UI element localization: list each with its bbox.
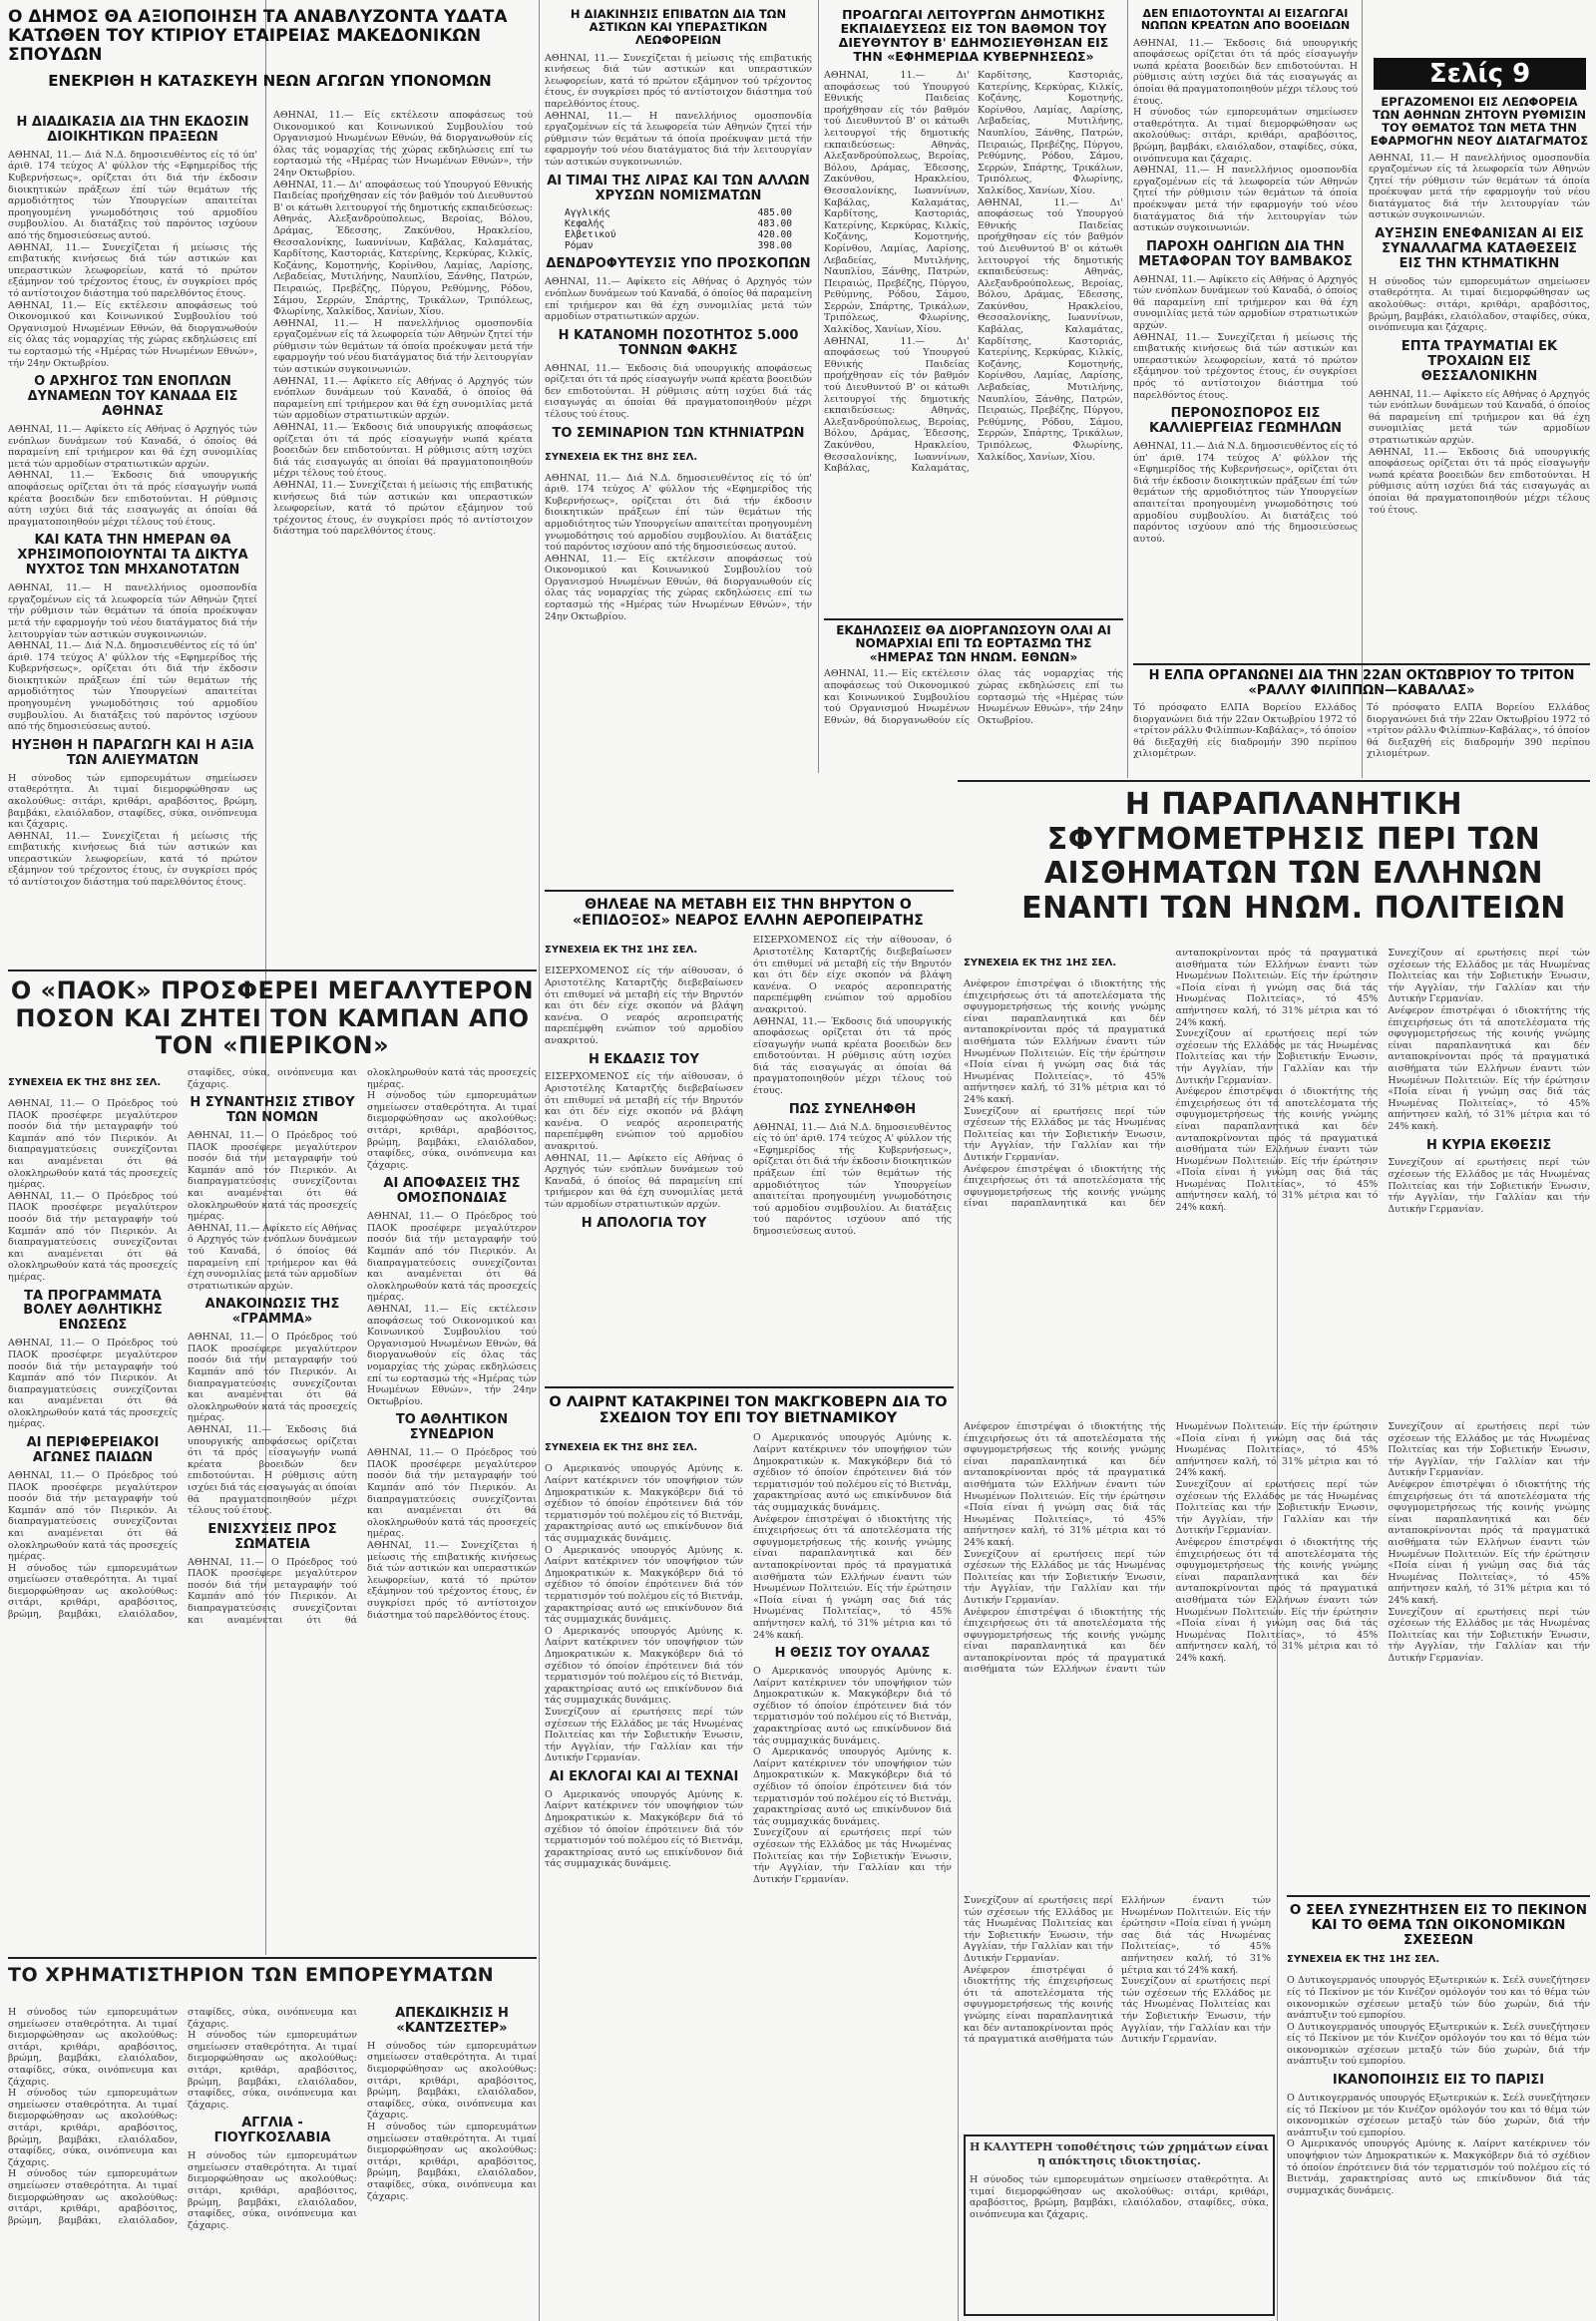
article-text: ΑΘΗΝΑΙ, 11.— Έκδοσις διά υπουργικής αποφάσεως ορίζεται ότι τά πρός είσαγωγήν νωπά κρέατα βοοειδών δεν επιδοτούνται. Η ρύθμισις αύτη ισχύει διά τάς εισαγωγάς αι όποίαι θά πραγματοποιηθούν μέχρι τέλους τού έτους. xyxy=(273,422,533,480)
divider xyxy=(545,1386,954,1388)
article-text: Συνεχίζουν αί ερωτήσεις περί τών σχέσεων τής Ελλάδος με τάς Ηνωμένας Πολιτείας και τήν Σοβιετικήν Ένωσιν, τήν Αγγλίαν, τήν Γαλλίαν και τήν Δυτικήν Γερμανίαν. xyxy=(1388,1606,1590,1664)
article-text: ΑΘΗΝΑΙ, 11.— Έκδοσις διά υπουργικής αποφάσεως ορίζεται ότι τά πρός είσαγωγήν νωπά κρέατα βοοειδών δεν επιδοτούνται. Η ρύθμισις αύτη ισχύει διά τάς εισαγωγάς αι όποίαι θά πραγματοποιηθούν μέχρι τέλους τού έτους. xyxy=(753,1015,952,1097)
article-text: ΑΘΗΝΑΙ, 11.— Διά Ν.Δ. δημοσιευθέντος είς τό ύπ' άριθ. 174 τεύχος Α' φύλλον τής «Εφημερίδος τής Κυβερνήσεως», ορίζεται ότι διά τήν έκδοσιν διοικητικών πράξεων έπί τών θεμάτων τής αρμοδιότητος τών Υπουργείων απαιτείται προηγουμένη γνωμοδότησις τού αρμοδίου συμβουλίου. Αι διατάξεις τού παρόντος ισχύουν από τής δημοσιεύσεως αυτού. xyxy=(8,149,257,242)
article-text: ΑΘΗΝΑΙ, 11.— Αφίκετο είς Αθήνας ό Αρχηγός τών ενόπλων δυνάμεων τού Καναδά, ό όποίος θά παραμείνη επί τριήμερον και θά έχη συνομιλίας μετά τών αρμοδίων στρατιωτικών αρχών. xyxy=(188,1222,357,1292)
divider xyxy=(1133,663,1590,665)
article-text: Ανέφερον έπιστρέψαι ό ιδιοκτήτης τής έπιχειρήσεως ότι τά αποτελέσματα τής σφυγμομετρήσεως τής κοινής γνώμης είναι παραπλανητικά και δέν ανταποκρίνονται πρός τά πραγματικά αισθήματα τών Ελλήνων έναντι τών Ηνωμένων Πολιτειών. Είς τήν έρώτησιν «Ποία είναι ή γνώμη σας διά τάς Ηνωμένας Πολιτείας», τό 45% απήντησεν καλή, τό 31% μέτρια και τό 24% κακή. xyxy=(964,978,1166,1105)
section-heading: ΑΙ ΕΚΛΟΓΑΙ ΚΑΙ ΑΙ ΤΕΧΝΑΙ xyxy=(549,1768,739,1784)
article-text: Συνεχίζουν αί ερωτήσεις περί τών σχέσεων τής Ελλάδος με τάς Ηνωμένας Πολιτείας και τήν Σοβιετικήν Ένωσιν, τήν Αγγλίαν, τήν Γαλλίαν και τήν Δυτικήν Γερμανίαν. xyxy=(1388,1157,1590,1215)
column-rule xyxy=(1127,0,1128,778)
section-heading: ΚΑΙ ΚΑΤΑ ΤΗΝ ΗΜΕΡΑΝ ΘΑ ΧΡΗΣΙΜΟΠΟΙΟΥΝΤΑΙ ΤΑ ΔΙΚΤΥΑ ΝΥΧΤΟΣ ΤΩΝ ΜΗΧΑΝΟΤΑΤΩΝ xyxy=(17,533,248,579)
article-text: ΑΘΗΝΑΙ, 11.— Η πανελλήνιος ομοσπονδία εργαζομένων είς τά λεωφορεία τών Αθηνών ζητεί τήν ρύθμισιν τών θεμάτων τά όποία προέκυψαν μετά τήν εφαρμογήν τού νέου διατάγματος διά τήν λειτουργίαν τών αστικών συγκοινωνιών. xyxy=(1133,165,1358,234)
section-heading: Η ΘΕΣΙΣ ΤΟΥ ΟΥΑΛΑΣ xyxy=(774,1646,931,1662)
article-text: ΑΘΗΝΑΙ, 11.— Συνεχίζεται ή μείωσις τής επιβατικής κινήσεως διά τών αστικών και υπεραστικών λεωφορείων, κατά τό πρώτον εξάμηνον τού τρέχοντος έτους, έν συγκρίσει πρός τό αντίστοιχον διάστημα τού παρελθόντος έτους. xyxy=(8,241,257,299)
article-text: ΑΘΗΝΑΙ, 11.— Αφίκετο είς Αθήνας ό Αρχηγός τών ενόπλων δυνάμεων τού Καναδά, ό όποίος θά παραμείνη επί τριήμερον και θά έχη συνομιλίας μετά τών αρμοδίων στρατιωτικών αρχών. xyxy=(1133,273,1358,331)
table-row: Ρόμαν 398.00 xyxy=(565,240,792,252)
article-text: ΑΘΗΝΑΙ, 11.— Ο Πρόεδρος τού ΠΑΟΚ προσέφερε μεγαλύτερον ποσόν διά τήν μεταγραφήν τού Καμπάν από τόν Πιερικόν. Αι διαπραγματεύσεις συνεχίζονται και αναμένεται ότι θά ολοκληρωθούν κατά τάς προσεχείς ημέρας. xyxy=(8,1190,178,1283)
section-heading: ΑΓΓΛΙΑ - ΓΙΟΥΓΚΟΣΛΑΒΙΑ xyxy=(213,2116,331,2146)
article-text: Συνεχίζουν αί ερωτήσεις περί τών σχέσεων τής Ελλάδος με τάς Ηνωμένας Πολιτείας και τήν Σοβιετικήν Ένωσιν, τήν Αγγλίαν, τήν Γαλλίαν και τήν Δυτικήν Γερμανίαν. xyxy=(964,1548,1166,1606)
article-text: ΑΘΗΝΑΙ, 11.— Έκδοσις διά υπουργικής αποφάσεως ορίζεται ότι τά πρός είσαγωγήν νωπά κρέατα βοοειδών δεν επιδοτούνται. Η ρύθμισις αύτη ισχύει διά τάς εισαγωγάς αι όποίαι θά πραγματοποιηθούν μέχρι τέλους τού έτους. xyxy=(1369,446,1590,516)
article-text: Συνεχίζουν αί ερωτήσεις περί τών σχέσεων τής Ελλάδος με τάς Ηνωμένας Πολιτείας και τήν Σοβιετικήν Ένωσιν, τήν Αγγλίαν, τήν Γαλλίαν και τήν Δυτικήν Γερμανίαν. xyxy=(964,1105,1166,1163)
article-text: Ο Δυτικογερμανός υπουργός Εξωτερικών κ. Σεέλ συνεζήτησεν είς τό Πεκίνον με τόν Κινέζον ομόλογόν του και τό θέμα τών οικονομικών σχέσεων μεταξύ τών δύο χωρών, διά τήν ανάπτυξιν τού εμπορίου. xyxy=(1287,1975,1590,2022)
continuation-note: ΣΥΝΕΧΕΙΑ ΕΚ ΤΗΣ 1ΗΣ ΣΕΛ. xyxy=(545,945,698,957)
article-text: ΕΙΣΕΡΧΟΜΕΝΟΣ είς τήν αίθουσαν, ό Αριστοτέλης Καταρτζής διεβεβαίωσεν ότι επιθυμεί νά μεταβή είς τήν Βηρυτόν και ότι δέν είχε σκοπόν νά βλάψη κανένα. Ο νεαρός αεροπειρατής παρεπέμφθη ενώπιον τού αρμοδίου ανακριτού. xyxy=(545,1071,743,1152)
continuation-note: ΣΥΝΕΧΕΙΑ ΕΚ ΤΗΣ 1ΗΣ ΣΕΛ. xyxy=(964,958,1117,968)
article-text: Συνεχίζουν αί ερωτήσεις περί τών σχέσεων τής Ελλάδος με τάς Ηνωμένας Πολιτείας και τήν Σοβιετικήν Ένωσιν, τήν Αγγλίαν, τήν Γαλλίαν και τήν Δυτικήν Γερμανίαν. xyxy=(1388,1421,1590,1479)
article-text: Τό πρόσφατο ΕΛΠΑ Βορείου Ελλάδος διοργανώνει διά τήν 22αν Οκτωβρίου 1972 τό «τρίτον ράλλυ Φιλίππων-Καβάλας», τό όποίον θά διεξαχθή είς διαδρομήν 390 περίπου χιλιομέτρων. xyxy=(1133,702,1357,760)
article-text: ΑΘΗΝΑΙ, 11.— Έκδοσις διά υπουργικής αποφάσεως ορίζεται ότι τά πρός είσαγωγήν νωπά κρέατα βοοειδών δεν επιδοτούνται. Η ρύθμισις αύτη ισχύει διά τάς εισαγωγάς αι όποίαι θά πραγματοποιηθούν μέχρι τέλους τού έτους. xyxy=(8,470,257,528)
article-text: Ανέφερον έπιστρέψαι ό ιδιοκτήτης τής έπιχειρήσεως ότι τά αποτελέσματα τής σφυγμομετρήσεως τής κοινής γνώμης είναι παραπλανητικά και δέν ανταποκρίνονται πρός τά πραγματικά αισθήματα τών Ελλήνων έναντι τών Ηνωμένων Πολιτειών. Είς τήν έρώτησιν «Ποία είναι ή γνώμη σας διά τάς Ηνωμένας Πολιτείας», τό 45% απήντησεν καλή, τό 31% μέτρια και τό 24% κακή. xyxy=(964,1421,1379,1676)
continuation-note: ΣΥΝΕΧΕΙΑ ΕΚ ΤΗΣ 8ΗΣ ΣΕΛ. xyxy=(545,451,698,463)
subheadline: ΕΝΕΚΡΙΘΗ Η ΚΑΤΑΣΚΕΥΗ ΝΕΩΝ ΑΓΩΓΩΝ ΥΠΟΝΟΜΩΝ xyxy=(48,72,492,91)
article-un-day xyxy=(824,618,1123,768)
article-text: Ο Δυτικογερμανός υπουργός Εξωτερικών κ. Σεέλ συνεζήτησεν είς τό Πεκίνον με τόν Κινέζον ομόλογόν του και τό θέμα τών οικονομικών σχέσεων μεταξύ τών δύο χωρών, διά τήν ανάπτυξιν τού εμπορίου. xyxy=(1287,2093,1590,2138)
article-teacher-promotions xyxy=(824,8,1123,616)
article-poll-continued xyxy=(964,1421,1590,1890)
article-text: Συνεχίζουν αί ερωτήσεις περί τών σχέσεων τής Ελλάδος με τάς Ηνωμένας Πολιτείας και τήν Σοβιετικήν Ένωσιν, τήν Αγγλίαν, τήν Γαλλίαν και τήν Δυτικήν Γερμανίαν. xyxy=(1121,1976,1271,2046)
article-text: ΑΘΗΝΑΙ, 11.— Δι' αποφάσεως τού Υπουργού Εθνικής Παιδείας προήχθησαν είς τόν βαθμόν τού Διευθυντού Β' οι κάτωθι λειτουργοί τής δημοτικής εκπαιδεύσεως: Αθηνάς, Αλεξανδρούπολεως, Βεροίας, Βόλου, Δράμας, Έδεσσης, Ζακύνθου, Ηρακλείου, Θεσσαλονίκης, Ιωαννίνων, Καβάλας, Καλαμάτας, Καρδίτσης, Καστοριάς, Κατερίνης, Κερκύρας, Κιλκίς, Κοζάνης, Κομοτηνής, Κορίνθου, Λαμίας, Λαρίσης, Λεβαδείας, Μυτιλήνης, Ναυπλίου, Ξάνθης, Πατρών, Πειραιώς, Πρεβέζης, Πύργου, Ρεθύμνης, Ρόδου, Σάμου, Σερρών, Σπάρτης, Τρικάλων, Τριπόλεως, Φλωρίνης, Χαλκίδος, Χανίων, Χίου. xyxy=(824,70,970,336)
article-text: ΑΘΗΝΑΙ, 11.— Ο Πρόεδρος τού ΠΑΟΚ προσέφερε μεγαλύτερον ποσόν διά τήν μεταγραφήν τού Καμπάν από τόν Πιερικόν. Αι διαπραγματεύσεις συνεχίζονται και αναμένεται ότι θά ολοκληρωθούν κατά τάς προσεχείς ημέρας. xyxy=(8,1469,178,1563)
section-heading: Η ΣΥΝΑΝΤΗΣΙΣ ΣΤΙΒΟΥ ΤΩΝ ΝΟΜΩΝ xyxy=(190,1095,355,1126)
headline: Η ΕΛΠΑ ΟΡΓΑΝΩΝΕΙ ΔΙΑ ΤΗΝ 22ΑΝ ΟΚΤΩΒΡΙΟΥ ΤΟ ΤΡΙΤΟΝ «ΡΑΛΛΥ ΦΙΛΙΠΠΩΝ—ΚΑΒΑΛΑΣ» xyxy=(1148,668,1575,698)
divider xyxy=(1287,1895,1590,1897)
article-text: ΑΘΗΝΑΙ, 11.— Είς εκτέλεσιν αποφάσεως τού Οικονομικού και Κοινωνικού Συμβουλίου τού Οργανισμού Ηνωμένων Εθνών, θά διοργανωθούν είς όλας τάς νομαρχίας τής χώρας εκδηλώσεις επί τω εορτασμώ τής «Ημέρας τών Ηνωμένων Εθνών», τήν 24ην Οκτωβρίου. xyxy=(367,1303,537,1407)
notice-text: Η ΚΑΛΥΤΕΡΗ τοποθέτησις τών χρημάτων είναι η απόκτησις ιδιοκτησίας. xyxy=(970,2140,1269,2167)
headline: ΤΟ ΧΡΗΜΑΤΙΣΤΗΡΙΟΝ ΤΩΝ ΕΜΠΟΡΕΥΜΑΤΩΝ xyxy=(8,1965,495,1986)
article-bus-workers xyxy=(1369,96,1590,654)
article-columns xyxy=(545,935,952,1237)
headline: Ο ΣΕΕΛ ΣΥΝΕΖΗΤΗΣΕΝ ΕΙΣ ΤΟ ΠΕΚΙΝΟΝ ΚΑΙ ΤΟ ΘΕΜΑ ΤΩΝ ΟΙΚΟΝΟΜΙΚΩΝ ΣΧΕΣΕΩΝ xyxy=(1289,1903,1588,1949)
article-text: ΑΘΗΝΑΙ, 11.— Αφίκετο είς Αθήνας ό Αρχηγός τών ενόπλων δυνάμεων τού Καναδά, ό όποίος θά παραμείνη επί τριήμερον και θά έχη συνομιλίας μετά τών αρμοδίων στρατιωτικών αρχών. xyxy=(545,1152,743,1210)
section-heading: ΑΙ ΑΠΟΦΑΣΕΙΣ ΤΗΣ ΟΜΟΣΠΟΝΔΙΑΣ xyxy=(383,1176,521,1207)
article-text: Ο Αμερικανός υπουργός Αμύνης κ. Λαίρντ κατέκρινεν τόν υποψήφιον τών Δημοκρατικών κ. Μακγκόβερν διά τό σχέδιον τό όποίον έπρότεινεν διά τόν τερματισμόν τού πολέμου είς τό Βιετνάμ, χαρακτηρίσας αυτό ως επικίνδυνον διά τάς συμμαχικάς δυνάμεις. xyxy=(1287,2138,1590,2196)
article-text: Συνεχίζουν αί ερωτήσεις περί τών σχέσεων τής Ελλάδος με τάς Ηνωμένας Πολιτείας και τήν Σοβιετικήν Ένωσιν, τήν Αγγλίαν, τήν Γαλλίαν και τήν Δυτικήν Γερμανίαν. xyxy=(753,1827,952,1885)
article-text: Συνεχίζουν αί ερωτήσεις περί τών σχέσεων τής Ελλάδος με τάς Ηνωμένας Πολιτείας και τήν Σοβιετικήν Ένωσιν, τήν Αγγλίαν, τήν Γαλλίαν και τήν Δυτικήν Γερμανίαν. xyxy=(1388,948,1590,1005)
article-text: ΑΘΗΝΑΙ, 11.— Αφίκετο είς Αθήνας ό Αρχηγός τών ενόπλων δυνάμεων τού Καναδά, ό όποίος θά παραμείνη επί τριήμερον και θά έχη συνομιλίας μετά τών αρμοδίων στρατιωτικών αρχών. xyxy=(545,276,812,323)
continuation-note: ΣΥΝΕΧΕΙΑ ΕΚ ΤΗΣ 8ΗΣ ΣΕΛ. xyxy=(8,1077,162,1088)
article-text: Ο Αμερικανός υπουργός Αμύνης κ. Λαίρντ κατέκρινεν τόν υποψήφιον τών Δημοκρατικών κ. Μακγκόβερν διά τό σχέδιον τό όποίον έπρότεινεν διά τόν τερματισμόν τού πολέμου είς τό Βιετνάμ, χαρακτηρίσας αυτό ως επικίνδυνον διά τάς συμμαχικάς δυνάμεις. xyxy=(545,1625,743,1707)
article-scheel xyxy=(1287,1903,1590,2317)
article-poll-body xyxy=(964,948,1590,1416)
article-text: ΑΘΗΝΑΙ, 11.— Διά Ν.Δ. δημοσιευθέντος είς τό ύπ' άριθ. 174 τεύχος Α' φύλλον τής «Εφημερίδος τής Κυβερνήσεως», ορίζεται ότι διά τήν έκδοσιν διοικητικών πράξεων έπί τών θεμάτων τής αρμοδιότητος τών Υπουργείων απαιτείται προηγουμένη γνωμοδότησις τού αρμοδίου συμβουλίου. Αι διατάξεις τού παρόντος ισχύουν από τής δημοσιεύσεως αυτού. xyxy=(1133,441,1358,545)
article-text: ΑΘΗΝΑΙ, 11.— Ο Πρόεδρος τού ΠΑΟΚ προσέφερε μεγαλύτερον ποσόν διά τήν μεταγραφήν τού Καμπάν από τόν Πιερικόν. Αι διαπραγματεύσεις συνεχίζονται και αναμένεται ότι θά ολοκληρωθούν κατά τάς προσεχείς ημέρας. xyxy=(188,1130,357,1223)
article-text: ΑΘΗΝΑΙ, 11.— Δι' αποφάσεως τού Υπουργού Εθνικής Παιδείας προήχθησαν είς τόν βαθμόν τού Διευθυντού Β' οι κάτωθι λειτουργοί τής δημοτικής εκπαιδεύσεως: Αθηνάς, Αλεξανδρούπολεως, Βεροίας, Βόλου, Δράμας, Έδεσσης, Ζακύνθου, Ηρακλείου, Θεσσαλονίκης, Ιωαννίνων, Καβάλας, Καλαμάτας, Καρδίτσης, Καστοριάς, Κατερίνης, Κερκύρας, Κιλκίς, Κοζάνης, Κομοτηνής, Κορίνθου, Λαμίας, Λαρίσης, Λεβαδείας, Μυτιλήνης, Ναυπλίου, Ξάνθης, Πατρών, Πειραιώς, Πρεβέζης, Πύργου, Ρεθύμνης, Ρόδου, Σάμου, Σερρών, Σπάρτης, Τρικάλων, Τριπόλεως, Φλωρίνης, Χαλκίδος, Χανίων, Χίου. xyxy=(978,196,1123,463)
article-text: Ο Αμερικανός υπουργός Αμύνης κ. Λαίρντ κατέκρινεν τόν υποψήφιον τών Δημοκρατικών κ. Μακγκόβερν διά τό σχέδιον τό όποίον έπρότεινεν διά τόν τερματισμόν τού πολέμου είς τό Βιετνάμ, χαρακτηρίσας αυτό ως επικίνδυνον διά τάς συμμαχικάς δυνάμεις. xyxy=(545,1463,743,1545)
column-rule xyxy=(958,1037,959,2321)
article-text: ΑΘΗΝΑΙ, 11.— Έκδοσις διά υπουργικής αποφάσεως ορίζεται ότι τά πρός είσαγωγήν νωπά κρέατα βοοειδών δεν επιδοτούνται. Η ρύθμισις αύτη ισχύει διά τάς εισαγωγάς αι όποίαι θά πραγματοποιηθούν μέχρι τέλους τού έτους. xyxy=(545,362,812,420)
article-text: Η σύνοδος τών εμπορευμάτων σημείωσεν σταθερότητα. Αι τιμαί διεμορφώθησαν ως ακολούθως: σιτάρι, κριθάρι, αραβόσιτος, βρώμη, βαμβάκι, ελαιόλαδον, σταφίδες, σύκα, οινόπνευμα και ζάχαρις. xyxy=(367,2040,537,2122)
section-heading: ΠΕΡΟΝΟΣΠΟΡΟΣ ΕΙΣ ΚΑΛΛΙΕΡΓΕΙΑΣ ΓΕΩΜΗΛΩΝ xyxy=(1149,406,1342,437)
article-commodities-body xyxy=(8,2007,537,2317)
article-text: ΑΘΗΝΑΙ, 11.— Ο Πρόεδρος τού ΠΑΟΚ προσέφερε μεγαλύτερον ποσόν διά τήν μεταγραφήν τού Καμπάν από τόν Πιερικόν. Αι διαπραγματεύσεις συνεχίζονται και αναμένεται ότι θά ολοκληρωθούν κατά τάς προσεχείς ημέρας. xyxy=(8,1338,178,1430)
section-heading: ΑΥΞΗΣΙΝ ΕΝΕΦΑΝΙΣΑΝ ΑΙ ΕΙΣ ΣΥΝΑΛΛΑΓΜΑ ΚΑΤΑΘΕΣΕΙΣ ΕΙΣ ΤΗΝ ΚΤΗΜΑΤΙΚΗΝ xyxy=(1375,226,1584,271)
continuation-note: ΣΥΝΕΧΕΙΑ ΕΚ ΤΗΣ 1ΗΣ ΣΕΛ. xyxy=(1287,1954,1440,1966)
continuation-note: ΣΥΝΕΧΕΙΑ ΕΚ ΤΗΣ 8ΗΣ ΣΕΛ. xyxy=(545,1442,698,1454)
article-text: Η σύνοδος τών εμπορευμάτων σημείωσεν σταθερότητα. Αι τιμαί διεμορφώθησαν ως ακολούθως: σιτάρι, κριθάρι, αραβόσιτος, βρώμη, βαμβάκι, ελαιόλαδον, σταφίδες, σύκα, οινόπνευμα και ζάχαρις. xyxy=(8,1067,357,1621)
section-heading: ΠΑΡΟΧΗ ΟΔΗΓΙΩΝ ΔΙΑ ΤΗΝ ΜΕΤΑΦΟΡΑΝ ΤΟΥ ΒΑΜΒΑΚΟΣ xyxy=(1138,238,1353,269)
article-text: Η σύνοδος τών εμπορευμάτων σημείωσεν σταθερότητα. Αι τιμαί διεμορφώθησαν ως ακολούθως: σιτάρι, κριθάρι, αραβόσιτος, βρώμη, βαμβάκι, ελαιόλαδον, σταφίδες, σύκα, οινόπνευμα και ζάχαρις. xyxy=(8,772,257,831)
section-heading: ΤΑ ΠΡΟΓΡΑΜΜΑΤΑ ΒΟΛΕΥ ΑΘΛΗΤΙΚΗΣ ΕΝΩΣΕΩΣ xyxy=(23,1288,163,1334)
real-estate-notice-box xyxy=(964,2134,1275,2316)
article-columns xyxy=(8,1067,537,1626)
section-heading: Η ΑΠΟΛΟΓΙΑ ΤΟΥ xyxy=(581,1215,707,1231)
section-heading: ΑΙ ΠΕΡΙΦΕΡΕΙΑΚΟΙ ΑΓΩΝΕΣ ΠΑΙΔΩΝ xyxy=(26,1435,160,1465)
article-text: Η σύνοδος τών εμπορευμάτων σημείωσεν σταθερότητα. Αι τιμαί διεμορφώθησαν ως ακολούθως: σιτάρι, κριθάρι, αραβόσιτος, βρώμη, βαμβάκι, ελαιόλαδον, σταφίδες, σύκα, οινόπνευμα και ζάχαρις. xyxy=(188,2150,357,2231)
article-text: ΕΙΣΕΡΧΟΜΕΝΟΣ είς τήν αίθουσαν, ό Αριστοτέλης Καταρτζής διεβεβαίωσεν ότι επιθυμεί νά μεταβή είς τήν Βηρυτόν και ότι δέν είχε σκοπόν νά βλάψη κανένα. Ο νεαρός αεροπειρατής παρεπέμφθη ενώπιον τού αρμοδίου ανακριτού. xyxy=(545,966,743,1046)
article-text: ΑΘΗΝΑΙ, 11.— Είς εκτέλεσιν αποφάσεως τού Οικονομικού και Κοινωνικού Συμβουλίου τού Οργανισμού Ηνωμένων Εθνών, θά διοργανωθούν είς όλας τάς νομαρχίας τής χώρας εκδηλώσεις επί τω εορτασμώ τής «Ημέρας τών Ηνωμένων Εθνών», τήν 24ην Οκτωβρίου. xyxy=(273,110,533,179)
column-2-upper xyxy=(273,110,533,967)
article-text: Η σύνοδος τών εμπορευμάτων σημείωσεν σταθερότητα. Αι τιμαί διεμορφώθησαν ως ακολούθως: σιτάρι, κριθάρι, αραβόσιτος, βρώμη, βαμβάκι, ελαιόλαδον, σταφίδες, σύκα, οινόπνευμα και ζάχαρις. xyxy=(8,2088,178,2168)
article-rally xyxy=(1133,663,1590,773)
article-text: Ανέφερον έπιστρέψαι ό ιδιοκτήτης τής έπιχειρήσεως ότι τά αποτελέσματα τής σφυγμομετρήσεως τής κοινής γνώμης είναι παραπλανητικά και δέν ανταποκρίνονται πρός τά πραγματικά αισθήματα τών Ελλήνων έναντι τών Ηνωμένων Πολιτειών. Είς τήν έρώτησιν «Ποία είναι ή γνώμη σας διά τάς Ηνωμένας Πολιτείας», τό 45% απήντησεν καλή, τό 31% μέτρια και τό 24% κακή. xyxy=(964,1421,1166,1548)
gold-coin-price-table xyxy=(545,207,812,251)
article-columns xyxy=(545,1432,952,1885)
article-text: Η σύνοδος τών εμπορευμάτων σημείωσεν σταθερότητα. Αι τιμαί διεμορφώθησαν ως ακολούθως: σιτάρι, κριθάρι, αραβόσιτος, βρώμη, βαμβάκι, ελαιόλαδον, σταφίδες, σύκα, οινόπνευμα και ζάχαρις. xyxy=(8,2007,178,2088)
article-text: ΑΘΗΝΑΙ, 11.— Είς εκτέλεσιν αποφάσεως τού Οικονομικού και Κοινωνικού Συμβουλίου τού Οργανισμού Ηνωμένων Εθνών, θά διοργανωθούν είς όλας τάς νομαρχίας τής χώρας εκδηλώσεις επί τω εορτασμώ τής «Ημέρας τών Ηνωμένων Εθνών», τήν 24ην Οκτωβρίου. xyxy=(8,299,257,369)
headline: ΕΡΓΑΖΟΜΕΝΟΙ ΕΙΣ ΛΕΩΦΟΡΕΙΑ ΤΩΝ ΑΘΗΝΩΝ ΖΗΤΟΥΝ ΡΥΘΜΙΣΙΝ ΤΟΥ ΘΕΜΑΤΟΣ ΤΩΝ ΜΕΤΑ ΤΗΝ ΕΦΑΡΜΟΓΗΝ ΝΕΟΥ ΔΙΑΤΑΓΜΑΤΟΣ xyxy=(1370,96,1589,148)
article-text: ΕΙΣΕΡΧΟΜΕΝΟΣ είς τήν αίθουσαν, ό Αριστοτέλης Καταρτζής διεβεβαίωσεν ότι επιθυμεί νά μεταβή είς τήν Βηρυτόν και ότι δέν είχε σκοπόν νά βλάψη κανένα. Ο νεαρός αεροπειρατής παρεπέμφθη ενώπιον τού αρμοδίου ανακριτού. xyxy=(753,935,952,1015)
article-laird xyxy=(545,1394,952,2317)
article-text: ΑΘΗΝΑΙ, 11.— Έκδοσις διά υπουργικής αποφάσεως ορίζεται ότι τά πρός είσαγωγήν νωπά κρέατα βοοειδών δεν επιδοτούνται. Η ρύθμισις αύτη ισχύει διά τάς εισαγωγάς αι όποίαι θά πραγματοποιηθούν μέχρι τέλους τού έτους. xyxy=(188,1424,357,1517)
article-meat-imports xyxy=(1133,8,1358,776)
article-text: ΑΘΗΝΑΙ, 11.— Ο Πρόεδρος τού ΠΑΟΚ προσέφερε μεγαλύτερον ποσόν διά τήν μεταγραφήν τού Καμπάν από τόν Πιερικόν. Αι διαπραγματεύσεις συνεχίζονται και αναμένεται ότι θά ολοκληρωθούν κατά τάς προσεχείς ημέρας. xyxy=(8,1098,178,1191)
article-columns xyxy=(8,2007,537,2231)
article-text: ΑΘΗΝΑΙ, 11.— Συνεχίζεται ή μείωσις τής επιβατικής κινήσεως διά τών αστικών και υπεραστικών λεωφορείων, κατά τό πρώτον εξάμηνον τού τρέχοντος έτους, έν συγκρίσει πρός τό αντίστοιχον διάστημα τού παρελθόντος έτους. xyxy=(1133,331,1358,401)
article-columns xyxy=(824,668,1123,726)
article-text: ΑΘΗΝΑΙ, 11.— Συνεχίζεται ή μείωσις τής επιβατικής κινήσεως διά τών αστικών και υπεραστικών λεωφορείων, κατά τό πρώτον εξάμηνον τού τρέχοντος έτους, έν συγκρίσει πρός τό αντίστοιχον διάστημα τού παρελθόντος έτους. xyxy=(273,480,533,538)
section-heading: ΙΚΑΝΟΠΟΙΗΣΙΣ ΕΙΣ ΤΟ ΠΑΡΙΣΙ xyxy=(1332,2073,1545,2089)
article-text: Η σύνοδος τών εμπορευμάτων σημείωσεν σταθερότητα. Αι τιμαί διεμορφώθησαν ως ακολούθως: σιτάρι, κριθάρι, αραβόσιτος, βρώμη, βαμβάκι, ελαιόλαδον, σταφίδες, σύκα, οινόπνευμα και ζάχαρις. xyxy=(188,2030,357,2111)
article-text: ΑΘΗΝΑΙ, 11.— Αφίκετο είς Αθήνας ό Αρχηγός τών ενόπλων δυνάμεων τού Καναδά, ό όποίος θά παραμείνη επί τριήμερον και θά έχη συνομιλίας μετά τών αρμοδίων στρατιωτικών αρχών. xyxy=(1369,388,1590,447)
section-heading: ΤΟ ΑΘΛΗΤΙΚΟΝ ΣΥΝΕΔΡΙΟΝ xyxy=(395,1412,509,1443)
article-poll-tail xyxy=(964,1895,1271,2125)
divider xyxy=(8,969,537,971)
column-rule xyxy=(539,0,540,2321)
article-text: Ο Αμερικανός υπουργός Αμύνης κ. Λαίρντ κατέκρινεν τόν υποψήφιον τών Δημοκρατικών κ. Μακγκόβερν διά τό σχέδιον τό όποίον έπρότεινεν διά τόν τερματισμόν τού πολέμου είς τό Βιετνάμ, χαρακτηρίσας αυτό ως επικίνδυνον διά τάς συμμαχικάς δυνάμεις. xyxy=(545,1544,743,1626)
section-heading: ΑΠΕΚΔΙΚΗΣΙΣ Η «ΚΑΝΤΖΕΣΤΕΡ» xyxy=(395,2007,509,2036)
article-water-headline-block xyxy=(8,8,532,103)
table-row: Ελβετικού 420.00 xyxy=(565,229,792,241)
article-paok-headline xyxy=(8,977,537,1065)
column-rule xyxy=(818,0,819,773)
article-text: Ανέφερον έπιστρέψαι ό ιδιοκτήτης τής έπιχειρήσεως ότι τά αποτελέσματα τής σφυγμομετρήσεως τής κοινής γνώμης είναι παραπλανητικά και δέν ανταποκρίνονται πρός τά πραγματικά αισθήματα τών Ελλήνων έναντι τών Ηνωμένων Πολιτειών. Είς τήν έρώτησιν «Ποία είναι ή γνώμη σας διά τάς Ηνωμένας Πολιτείας», τό 45% απήντησεν καλή, τό 31% μέτρια και τό 24% κακή. xyxy=(1388,1478,1590,1606)
article-text: ΑΘΗΝΑΙ, 11.— Διά Ν.Δ. δημοσιευθέντος είς τό ύπ' άριθ. 174 τεύχος Α' φύλλον τής «Εφημερίδος τής Κυβερνήσεως», ορίζεται ότι διά τήν έκδοσιν διοικητικών πράξεων έπί τών θεμάτων τής αρμοδιότητος τών Υπουργείων απαιτείται προηγουμένη γνωμοδότησις τού αρμοδίου συμβουλίου. Αι διατάξεις τού παρόντος ισχύουν από τής δημοσιεύσεως αυτού. xyxy=(753,1121,952,1237)
article-columns xyxy=(964,1421,1590,1676)
article-text: Ανέφερον έπιστρέψαι ό ιδιοκτήτης τής έπιχειρήσεως ότι τά αποτελέσματα τής σφυγμομετρήσεως τής κοινής γνώμης είναι παραπλανητικά και δέν ανταποκρίνονται πρός τά πραγματικά αισθήματα τών Ελλήνων έναντι τών Ηνωμένων Πολιτειών. Είς τήν έρώτησιν «Ποία είναι ή γνώμη σας διά τάς Ηνωμένας Πολιτείας», τό 45% απήντησεν καλή, τό 31% μέτρια και τό 24% κακή. xyxy=(1388,1004,1590,1132)
article-columns xyxy=(824,70,1123,475)
section-heading: Η ΚΑΤΑΝΟΜΗ ΠΟΣΟΤΗΤΟΣ 5.000 ΤΟΝΝΩΝ ΦΑΚΗΣ xyxy=(558,327,799,358)
article-text: Ανέφερον έπιστρέψαι ό ιδιοκτήτης τής έπιχειρήσεως ότι τά αποτελέσματα τής σφυγμομετρήσεως τής κοινής γνώμης είναι παραπλανητικά και δέν ανταποκρίνονται πρός τά πραγματικά αισθήματα τών Ελλήνων έναντι τών Ηνωμένων Πολιτειών. Είς τήν έρώτησιν «Ποία είναι ή γνώμη σας διά τάς Ηνωμένας Πολιτείας», τό 45% απήντησεν καλή, τό 31% μέτρια και τό 24% κακή. xyxy=(1175,1086,1379,1214)
article-text: Συνεχίζουν αί ερωτήσεις περί τών σχέσεων τής Ελλάδος με τάς Ηνωμένας Πολιτείας και τήν Σοβιετικήν Ένωσιν, τήν Αγγλίαν, τήν Γαλλίαν και τήν Δυτικήν Γερμανίαν. xyxy=(1175,1478,1379,1537)
divider xyxy=(824,618,1123,620)
article-text: Ανέφερον έπιστρέψαι ό ιδιοκτήτης τής έπιχειρήσεως ότι τά αποτελέσματα τής σφυγμομετρήσεως τής κοινής γνώμης είναι παραπλανητικά και δέν ανταποκρίνονται πρός τά πραγματικά αισθήματα τών Ελλήνων έναντι τών Ηνωμένων Πολιτειών. Είς τήν έρώτησιν «Ποία είναι ή γνώμη σας διά τάς Ηνωμένας Πολιτείας», τό 45% απήντησεν καλή, τό 31% μέτρια και τό 24% κακή. xyxy=(964,1895,1271,2046)
article-text: ΑΘΗΝΑΙ, 11.— Η πανελλήνιος ομοσπονδία εργαζομένων είς τά λεωφορεία τών Αθηνών ζητεί τήν ρύθμισιν τών θεμάτων τά όποία προέκυψαν μετά τήν εφαρμογήν τού νέου διατάγματος διά τήν λειτουργίαν τών αστικών συγκοινωνιών. xyxy=(545,110,812,168)
article-text: Τό πρόσφατο ΕΛΠΑ Βορείου Ελλάδος διοργανώνει διά τήν 22αν Οκτωβρίου 1972 τό «τρίτον ράλλυ Φιλίππων-Καβάλας», τό όποίον θά διεξαχθή είς διαδρομήν 390 περίπου χιλιομέτρων. xyxy=(1367,702,1590,760)
article-text: ΑΘΗΝΑΙ, 11.— Συνεχίζεται ή μείωσις τής επιβατικής κινήσεως διά τών αστικών και υπεραστικών λεωφορείων, κατά τό πρώτον εξάμηνον τού τρέχοντος έτους, έν συγκρίσει πρός τό αντίστοιχον διάστημα τού παρελθόντος έτους. xyxy=(545,52,812,110)
section-heading: ΤΟ ΣΕΜΙΝΑΡΙΟΝ ΤΩΝ ΚΤΗΝΙΑΤΡΩΝ xyxy=(552,425,805,441)
article-text: ΑΘΗΝΑΙ, 11.— Είς εκτέλεσιν αποφάσεως τού Οικονομικού και Κοινωνικού Συμβουλίου τού Οργανισμού Ηνωμένων Εθνών, θά διοργανωθούν είς όλας τάς νομαρχίας τής χώρας εκδηλώσεις επί τω εορτασμώ τής «Ημέρας τών Ηνωμένων Εθνών», τήν 24ην Οκτωβρίου. xyxy=(824,668,1123,726)
article-text: ΑΘΗΝΑΙ, 11.— Ο Πρόεδρος τού ΠΑΟΚ προσέφερε μεγαλύτερον ποσόν διά τήν μεταγραφήν τού Καμπάν από τόν Πιερικόν. Αι διαπραγματεύσεις συνεχίζονται και αναμένεται ότι θά ολοκληρωθούν κατά τάς προσεχείς ημέρας. xyxy=(367,1211,537,1304)
article-text: Η σύνοδος τών εμπορευμάτων σημείωσεν σταθερότητα. Αι τιμαί διεμορφώθησαν ως ακολούθως: σιτάρι, κριθάρι, αραβόσιτος, βρώμη, βαμβάκι, ελαιόλαδον, σταφίδες, σύκα, οινόπνευμα και ζάχαρις. xyxy=(8,2007,357,2226)
headline: Ο ΛΑΙΡΝΤ ΚΑΤΑΚΡΙΝΕΙ ΤΟΝ ΜΑΚΓΚΟΒΕΡΝ ΔΙΑ ΤΟ ΣΧΕΔΙΟΝ ΤΟΥ ΕΠΙ ΤΟΥ ΒΙΕΤΝΑΜΙΚΟΥ xyxy=(549,1394,948,1427)
article-text: ΑΘΗΝΑΙ, 11.— Δι' αποφάσεως τού Υπουργού Εθνικής Παιδείας προήχθησαν είς τόν βαθμόν τού Διευθυντού Β' οι κάτωθι λειτουργοί τής δημοτικής εκπαιδεύσεως: Αθηνάς, Αλεξανδρούπολεως, Βεροίας, Βόλου, Δράμας, Έδεσσης, Ζακύνθου, Ηρακλείου, Θεσσαλονίκης, Ιωαννίνων, Καβάλας, Καλαμάτας, Καρδίτσης, Καστοριάς, Κατερίνης, Κερκύρας, Κιλκίς, Κοζάνης, Κομοτηνής, Κορίνθου, Λαμίας, Λαρίσης, Λεβαδείας, Μυτιλήνης, Ναυπλίου, Ξάνθης, Πατρών, Πειραιώς, Πρεβέζης, Πύργου, Ρεθύμνης, Ρόδου, Σάμου, Σερρών, Σπάρτης, Τρικάλων, Τριπόλεως, Φλωρίνης, Χαλκίδος, Χανίων, Χίου. xyxy=(273,179,533,318)
article-text: Συνεχίζουν αί ερωτήσεις περί τών σχέσεων τής Ελλάδος με τάς Ηνωμένας Πολιτείας και τήν Σοβιετικήν Ένωσιν, τήν Αγγλίαν, τήν Γαλλίαν και τήν Δυτικήν Γερμανίαν. xyxy=(964,1895,1113,1964)
section-heading: Η ΔΙΑΔΙΚΑΣΙΑ ΔΙΑ ΤΗΝ ΕΚΔΟΣΙΝ ΔΙΟΙΚΗΤΙΚΩΝ ΠΡΑΞΕΩΝ xyxy=(16,115,249,145)
article-text: Ο Αμερικανός υπουργός Αμύνης κ. Λαίρντ κατέκρινεν τόν υποψήφιον τών Δημοκρατικών κ. Μακγκόβερν διά τό σχέδιον τό όποίον έπρότεινεν διά τόν τερματισμόν τού πολέμου είς τό Βιετνάμ, χαρακτηρίσας αυτό ως επικίνδυνον διά τάς συμμαχικάς δυνάμεις. xyxy=(753,1746,952,1827)
article-paok-body xyxy=(8,1067,537,1950)
section-heading: ΑΙ ΤΙΜΑΙ ΤΗΣ ΛΙΡΑΣ ΚΑΙ ΤΩΝ ΑΛΛΩΝ ΧΡΥΣΩΝ ΝΟΜΙΣΜΑΤΩΝ xyxy=(547,173,810,203)
article-text: ΑΘΗΝΑΙ, 11.— Δι' αποφάσεως τού Υπουργού Εθνικής Παιδείας προήχθησαν είς τόν βαθμόν τού Διευθυντού Β' οι κάτωθι λειτουργοί τής δημοτικής εκπαιδεύσεως: Αθηνάς, Αλεξανδρούπολεως, Βεροίας, Βόλου, Δράμας, Έδεσσης, Ζακύνθου, Ηρακλείου, Θεσσαλονίκης, Ιωαννίνων, Καβάλας, Καλαμάτας, Καρδίτσης, Καστοριάς, Κατερίνης, Κερκύρας, Κιλκίς, Κοζάνης, Κομοτηνής, Κορίνθου, Λαμίας, Λαρίσης, Λεβαδείας, Μυτιλήνης, Ναυπλίου, Ξάνθης, Πατρών, Πειραιώς, Πρεβέζης, Πύργου, Ρεθύμνης, Ρόδου, Σάμου, Σερρών, Σπάρτης, Τρικάλων, Τριπόλεως, Φλωρίνης, Χαλκίδος, Χανίων, Χίου. xyxy=(824,70,1123,475)
headline: ΠΡΟΑΓΩΓΑΙ ΛΕΙΤΟΥΡΓΩΝ ΔΗΜΟΤΙΚΗΣ ΕΚΠΑΙΔΕΥΣΕΩΣ ΕΙΣ ΤΟΝ ΒΑΘΜΟΝ ΤΟΥ ΔΙΕΥΘΥΝΤΟΥ Β' ΕΔΗΜΟΣΙΕΥΘΗΣΑΝ ΕΙΣ ΤΗΝ «ΕΦΗΜΕΡΙΔΑ ΚΥΒΕΡΝΗΣΕΩΣ» xyxy=(838,8,1109,64)
headline: ΘΗΛΕΑΕ ΝΑ ΜΕΤΑΒΗ ΕΙΣ ΤΗΝ ΒΗΡΥΤΟΝ Ο «ΕΠΙΔΟΞΟΣ» ΝΕΑΡΟΣ ΕΛΛΗΝ ΑΕΡΟΠΕΙΡΑΤΗΣ xyxy=(573,898,924,929)
divider xyxy=(545,890,954,892)
section-heading: ΕΝΙΣΧΥΣΕΙΣ ΠΡΟΣ ΣΩΜΑΤΕΙΑ xyxy=(207,1521,337,1552)
article-text: Ο Αμερικανός υπουργός Αμύνης κ. Λαίρντ κατέκρινεν τόν υποψήφιον τών Δημοκρατικών κ. Μακγκόβερν διά τό σχέδιον τό όποίον έπρότεινεν διά τόν τερματισμόν τού πολέμου είς τό Βιετνάμ, χαρακτηρίσας αυτό ως επικίνδυνον διά τάς συμμαχικάς δυνάμεις. xyxy=(753,1432,952,1514)
article-text: ΑΘΗΝΑΙ, 11.— Διά Ν.Δ. δημοσιευθέντος είς τό ύπ' άριθ. 174 τεύχος Α' φύλλον τής «Εφημερίδος τής Κυβερνήσεως», ορίζεται ότι διά τήν έκδοσιν διοικητικών πράξεων έπί τών θεμάτων τής αρμοδιότητος τών Υπουργείων απαιτείται προηγουμένη γνωμοδότησις τού αρμοδίου συμβουλίου. Αι διατάξεις τού παρόντος ισχύουν από τής δημοσιεύσεως αυτού. xyxy=(545,472,812,554)
headline: Ο ΔΗΜΟΣ ΘΑ ΑΞΙΟΠΟΙΗΣΗ ΤΑ ΑΝΑΒΛΥΖΟΝΤΑ ΥΔΑΤΑ ΚΑΤΩΘΕΝ ΤΟΥ ΚΤΙΡΙΟΥ ΕΤΑΙΡΕΙΑΣ ΜΑΚΕΔΟΝΙΚΩΝ ΣΠΟΥΔΩΝ xyxy=(8,8,508,66)
article-poll-headline xyxy=(998,788,1590,938)
headline: Ο «ΠΑΟΚ» ΠΡΟΣΦΕΡΕΙ ΜΕΓΑΛΥΤΕΡΟΝ ΠΟΣΟΝ ΚΑΙ ΖΗΤΕΙ ΤΟΝ ΚΑΜΠΑΝ ΑΠΟ ΤΟΝ «ΠΙΕΡΙΚΟΝ» xyxy=(10,977,535,1060)
section-heading: ΕΠΤΑ ΤΡΑΥΜΑΤΙΑΙ ΕΚ ΤΡΟΧΑΙΩΝ ΕΙΣ ΘΕΣΣΑΛΟΝΙΚΗΝ xyxy=(1400,338,1558,384)
section-heading: Η ΚΥΡΙΑ ΕΚΘΕΣΙΣ xyxy=(1425,1137,1552,1153)
article-text: ΑΘΗΝΑΙ, 11.— Ο Πρόεδρος τού ΠΑΟΚ προσέφερε μεγαλύτερον ποσόν διά τήν μεταγραφήν τού Καμπάν από τόν Πιερικόν. Αι διαπραγματεύσεις συνεχίζονται και αναμένεται ότι θά ολοκληρωθούν κατά τάς προσεχείς ημέρας. xyxy=(188,1332,357,1424)
section-heading: ΠΩΣ ΣΥΝΕΛΗΦΘΗ xyxy=(788,1101,917,1117)
section-heading: ΗΥΞΗΘΗ Η ΠΑΡΑΓΩΓΗ ΚΑΙ Η ΑΞΙΑ ΤΩΝ ΑΛΙΕΥΜΑΤΩΝ xyxy=(11,737,254,768)
article-columns xyxy=(964,948,1590,1215)
article-text: ΑΘΗΝΑΙ, 11.— Έκδοσις διά υπουργικής αποφάσεως ορίζεται ότι τά πρός είσαγωγήν νωπά κρέατα βοοειδών δεν επιδοτούνται. Η ρύθμισις αύτη ισχύει διά τάς εισαγωγάς αι όποίαι θά πραγματοποιηθούν μέχρι τέλους τού έτους. xyxy=(1133,37,1358,107)
article-text: ΑΘΗΝΑΙ, 11.— Η πανελλήνιος ομοσπονδία εργαζομένων είς τά λεωφορεία τών Αθηνών ζητεί τήν ρύθμισιν τών θεμάτων τά όποία προέκυψαν μετά τήν εφαρμογήν τού νέου διατάγματος διά τήν λειτουργίαν τών αστικών συγκοινωνιών. xyxy=(273,317,533,376)
section-heading: Ο ΑΡΧΗΓΟΣ ΤΩΝ ΕΝΟΠΛΩΝ ΔΥΝΑΜΕΩΝ ΤΟΥ ΚΑΝΑΔΑ ΕΙΣ ΑΘΗΝΑΣ xyxy=(27,374,238,420)
headline: Η ΠΑΡΑΠΛΑΝΗΤΙΚΗ ΣΦΥΓΜΟΜΕΤΡΗΣΙΣ ΠΕΡΙ ΤΩΝ ΑΙΣΘΗΜΑΤΩΝ ΤΩΝ ΕΛΛΗΝΩΝ ΕΝΑΝΤΙ ΤΩΝ ΗΝΩΜ. ΠΟΛΙΤΕΙΩΝ xyxy=(1021,788,1566,926)
article-text: Ο Αμερικανός υπουργός Αμύνης κ. Λαίρντ κατέκρινεν τόν υποψήφιον τών Δημοκρατικών κ. Μακγκόβερν διά τό σχέδιον τό όποίον έπρότεινεν διά τόν τερματισμόν τού πολέμου είς τό Βιετνάμ, χαρακτηρίσας αυτό ως επικίνδυνον διά τάς συμμαχικάς δυνάμεις. xyxy=(545,1788,743,1870)
article-passenger-transport xyxy=(545,8,812,766)
article-text: Ανέφερον έπιστρέψαι ό ιδιοκτήτης τής έπιχειρήσεως ότι τά αποτελέσματα τής σφυγμομετρήσεως τής κοινής γνώμης είναι παραπλανητικά και δέν ανταποκρίνονται πρός τά πραγματικά αισθήματα τών Ελλήνων έναντι τών Ηνωμένων Πολιτειών. Είς τήν έρώτησιν «Ποία είναι ή γνώμη σας διά τάς Ηνωμένας Πολιτείας», τό 45% απήντησεν καλή, τό 31% μέτρια και τό 24% κακή. xyxy=(964,948,1379,1210)
article-text: Η σύνοδος τών εμπορευμάτων σημείωσεν σταθερότητα. Αι τιμαί διεμορφώθησαν ως ακολούθως: σιτάρι, κριθάρι, αραβόσιτος, βρώμη, βαμβάκι, ελαιόλαδον, σταφίδες, σύκα, οινόπνευμα και ζάχαρις. xyxy=(1133,107,1358,165)
column-rule xyxy=(1362,0,1363,778)
article-text: ΑΘΗΝΑΙ, 11.— Αφίκετο είς Αθήνας ό Αρχηγός τών ενόπλων δυνάμεων τού Καναδά, ό όποίος θά παραμείνη επί τριήμερον και θά έχη συνομιλίας μετά τών αρμοδίων στρατιωτικών αρχών. xyxy=(273,375,533,422)
article-text: Συνεχίζουν αί ερωτήσεις περί τών σχέσεων τής Ελλάδος με τάς Ηνωμένας Πολιτείας και τήν Σοβιετικήν Ένωσιν, τήν Αγγλίαν, τήν Γαλλίαν και τήν Δυτικήν Γερμανίαν. xyxy=(545,1706,743,1764)
article-commodities-headline xyxy=(8,1965,537,2005)
table-row: Αγγλικής 485.00 xyxy=(565,207,792,219)
article-text: ΑΘΗΝΑΙ, 11.— Η πανελλήνιος ομοσπονδία εργαζομένων είς τά λεωφορεία τών Αθηνών ζητεί τήν ρύθμισιν τών θεμάτων τά όποία προέκυψαν μετά τήν εφαρμογήν τού νέου διατάγματος διά τήν λειτουργίαν τών αστικών συγκοινωνιών. xyxy=(8,582,257,640)
divider xyxy=(958,780,1590,782)
headline: ΕΚΔΗΛΩΣΕΙΣ ΘΑ ΔΙΟΡΓΑΝΩΣΟΥΝ ΟΛΑΙ ΑΙ ΝΟΜΑΡΧΙΑΙ ΕΠΙ ΤΩ ΕΟΡΤΑΣΜΩ ΤΗΣ «ΗΜΕΡΑΣ ΤΩΝ ΗΝΩΜ. ΕΘΝΩΝ» xyxy=(836,623,1111,664)
article-hijacker xyxy=(545,898,952,1376)
article-text: ΑΘΗΝΑΙ, 11.— Συνεχίζεται ή μείωσις τής επιβατικής κινήσεως διά τών αστικών και υπεραστικών λεωφορείων, κατά τό πρώτον εξάμηνον τού τρέχοντος έτους, έν συγκρίσει πρός τό αντίστοιχον διάστημα τού παρελθόντος έτους. xyxy=(367,1539,537,1621)
article-text: Ο Αμερικανός υπουργός Αμύνης κ. Λαίρντ κατέκρινεν τόν υποψήφιον τών Δημοκρατικών κ. Μακγκόβερν διά τό σχέδιον τό όποίον έπρότεινεν διά τόν τερματισμόν τού πολέμου είς τό Βιετνάμ, χαρακτηρίσας αυτό ως επικίνδυνον διά τάς συμμαχικάς δυνάμεις. xyxy=(753,1666,952,1746)
article-text: Ανέφερον έπιστρέψαι ό ιδιοκτήτης τής έπιχειρήσεως ότι τά αποτελέσματα τής σφυγμομετρήσεως τής κοινής γνώμης είναι παραπλανητικά και δέν ανταποκρίνονται πρός τά πραγματικά αισθήματα τών Ελλήνων έναντι τών Ηνωμένων Πολιτειών. Είς τήν έρώτησιν «Ποία είναι ή γνώμη σας διά τάς Ηνωμένας Πολιτείας», τό 45% απήντησεν καλή, τό 31% μέτρια και τό 24% κακή. xyxy=(1175,1536,1379,1664)
article-text: Ανέφερον έπιστρέψαι ό ιδιοκτήτης τής έπιχειρήσεως ότι τά αποτελέσματα τής σφυγμομετρήσεως τής κοινής γνώμης είναι παραπλανητικά και δέν ανταποκρίνονται πρός τά πραγματικά αισθήματα τών Ελλήνων έναντι τών Ηνωμένων Πολιτειών. Είς τήν έρώτησιν «Ποία είναι ή γνώμη σας διά τάς Ηνωμένας Πολιτείας», τό 45% απήντησεν καλή, τό 31% μέτρια και τό 24% κακή. xyxy=(753,1513,952,1641)
section-heading: Η ΕΚΔΑΣΙΣ ΤΟΥ xyxy=(589,1051,699,1067)
article-text: Η σύνοδος τών εμπορευμάτων σημείωσεν σταθερότητα. Αι τιμαί διεμορφώθησαν ως ακολούθως: σιτάρι, κριθάρι, αραβόσιτος, βρώμη, βαμβάκι, ελαιόλαδον, σταφίδες, σύκα, οινόπνευμα και ζάχαρις. xyxy=(367,1090,537,1171)
article-columns xyxy=(964,1895,1271,2046)
headline: Η ΔΙΑΚΙΝΗΣΙΣ ΕΠΙΒΑΤΩΝ ΔΙΑ ΤΩΝ ΑΣΤΙΚΩΝ ΚΑΙ ΥΠΕΡΑΣΤΙΚΩΝ ΛΕΩΦΟΡΕΙΩΝ xyxy=(570,8,787,47)
section-heading: ΔΕΝΔΡΟΦΥΤΕΥΣΙΣ ΥΠΟ ΠΡΟΣΚΟΠΩΝ xyxy=(546,256,811,272)
article-text: ΑΘΗΝΑΙ, 11.— Διά Ν.Δ. δημοσιευθέντος είς τό ύπ' άριθ. 174 τεύχος Α' φύλλον τής «Εφημερίδος τής Κυβερνήσεως», ορίζεται ότι διά τήν έκδοσιν διοικητικών πράξεων έπί τών θεμάτων τής αρμοδιότητος τών Υπουργείων απαιτείται προηγουμένη γνωμοδότησις τού αρμοδίου συμβουλίου. Αι διατάξεις τού παρόντος ισχύουν από τής δημοσιεύσεως αυτού. xyxy=(8,640,257,733)
article-text: Η σύνοδος τών εμπορευμάτων σημείωσεν σταθερότητα. Αι τιμαί διεμορφώθησαν ως ακολούθως: σιτάρι, κριθάρι, αραβόσιτος, βρώμη, βαμβάκι, ελαιόλαδον, σταφίδες, σύκα, οινόπνευμα και ζάχαρις. xyxy=(367,2122,537,2202)
article-text: ΑΘΗΝΑΙ, 11.— Ο Πρόεδρος τού ΠΑΟΚ προσέφερε μεγαλύτερον ποσόν διά τήν μεταγραφήν τού Καμπάν από τόν Πιερικόν. Αι διαπραγματεύσεις συνεχίζονται και αναμένεται ότι θά ολοκληρωθούν κατά τάς προσεχείς ημέρας. xyxy=(367,1447,537,1540)
article-text: Συνεχίζουν αί ερωτήσεις περί τών σχέσεων τής Ελλάδος με τάς Ηνωμένας Πολιτείας και τήν Σοβιετικήν Ένωσιν, τήν Αγγλίαν, τήν Γαλλίαν και τήν Δυτικήν Γερμανίαν. xyxy=(1175,1028,1379,1086)
headline: ΔΕΝ ΕΠΙΔΟΤΟΥΝΤΑΙ ΑΙ ΕΙΣΑΓΩΓΑΙ ΝΩΠΩΝ ΚΡΕΑΤΩΝ ΑΠΟ ΒΟΟΕΙΔΩΝ xyxy=(1140,8,1351,33)
article-text: Ο Δυτικογερμανός υπουργός Εξωτερικών κ. Σεέλ συνεζήτησεν είς τό Πεκίνον με τόν Κινέζον ομόλογόν του και τό θέμα τών οικονομικών σχέσεων μεταξύ τών δύο χωρών, διά τήν ανάπτυξιν τού εμπορίου. xyxy=(1287,2021,1590,2068)
article-text: ΑΘΗΝΑΙ, 11.— Συνεχίζεται ή μείωσις τής επιβατικής κινήσεως διά τών αστικών και υπεραστικών λεωφορείων, κατά τό πρώτον εξάμηνον τού τρέχοντος έτους, έν συγκρίσει πρός τό αντίστοιχον διάστημα τού παρελθόντος έτους. xyxy=(8,830,257,889)
article-text: ΑΘΗΝΑΙ, 11.— Είς εκτέλεσιν αποφάσεως τού Οικονομικού και Κοινωνικού Συμβουλίου τού Οργανισμού Ηνωμένων Εθνών, θά διοργανωθούν είς όλας τάς νομαρχίας τής χώρας εκδηλώσεις επί τω εορτασμώ τής «Ημέρας τών Ηνωμένων Εθνών», τήν 24ην Οκτωβρίου. xyxy=(545,553,812,622)
article-text: ΑΘΗΝΑΙ, 11.— Η πανελλήνιος ομοσπονδία εργαζομένων είς τά λεωφορεία τών Αθηνών ζητεί τήν ρύθμισιν τών θεμάτων τά όποία προέκυψαν μετά τήν εφαρμογήν τού νέου διατάγματος διά τήν λειτουργίαν τών αστικών συγκοινωνιών. xyxy=(1369,152,1590,221)
article-columns xyxy=(1133,702,1590,760)
article-text: ΑΘΗΝΑΙ, 11.— Ο Πρόεδρος τού ΠΑΟΚ προσέφερε μεγαλύτερον ποσόν διά τήν μεταγραφήν τού Καμπάν από τόν Πιερικόν. Αι διαπραγματεύσεις συνεχίζονται και αναμένεται ότι θά ολοκληρωθούν κατά τάς προσεχείς ημέρας. xyxy=(188,1067,537,1626)
table-row: Κεφαλής 483.00 xyxy=(565,218,792,230)
divider xyxy=(8,1957,537,1959)
article-text: Η σύνοδος τών εμπορευμάτων σημείωσεν σταθερότητα. Αι τιμαί διεμορφώθησαν ως ακολούθως: σιτάρι, κριθάρι, αραβόσιτος, βρώμη, βαμβάκι, ελαιόλαδον, σταφίδες, σύκα, οινόπνευμα και ζάχαρις. xyxy=(970,2174,1269,2220)
article-text: Η σύνοδος τών εμπορευμάτων σημείωσεν σταθερότητα. Αι τιμαί διεμορφώθησαν ως ακολούθως: σιτάρι, κριθάρι, αραβόσιτος, βρώμη, βαμβάκι, ελαιόλαδον, σταφίδες, σύκα, οινόπνευμα και ζάχαρις. xyxy=(1369,275,1590,334)
page-number-badge: Σελίς 9 xyxy=(1374,58,1586,90)
article-text: ΑΘΗΝΑΙ, 11.— Αφίκετο είς Αθήνας ό Αρχηγός τών ενόπλων δυνάμεων τού Καναδά, ό όποίος θά παραμείνη επί τριήμερον και θά έχη συνομιλίας μετά τών αρμοδίων στρατιωτικών αρχών. xyxy=(8,423,257,470)
section-heading: ΑΝΑΚΟΙΝΩΣΙΣ ΤΗΣ «ΓΡΑΜΜΑ» xyxy=(204,1297,340,1328)
